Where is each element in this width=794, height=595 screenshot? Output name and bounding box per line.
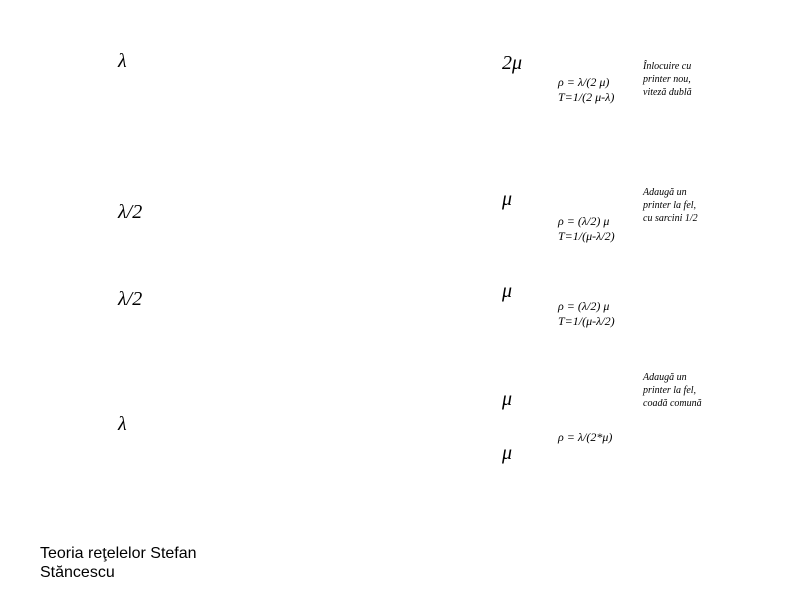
footer-author-line-1: Teoria reţelelor Stefan [40,545,197,562]
service-rate-2: μ [502,188,513,210]
scenario-note-4-line-1: Adaugă un [643,372,687,383]
scenario-note-1-line-3: viteză dublă [643,87,692,98]
scenario-note-4-line-2: printer la fel, [643,385,697,396]
scenario-note-1-line-1: Înlocuire cu [643,61,692,72]
service-rate-4-server-1: μ [502,388,513,410]
scenario-note-1-line-2: printer nou, [643,74,691,85]
utilization-formula-2: ρ = (λ/2) μ [558,214,610,228]
scenario-note-2-line-3: cu sarcini 1/2 [643,213,698,224]
arrival-rate-1: λ [118,50,127,72]
footer-author-line-2: Stăncescu [40,564,115,581]
delay-formula-3: T=1/(μ-λ/2) [558,314,615,328]
scenario-note-4-line-3: coadă comună [643,398,702,409]
scenario-note-2-line-1: Adaugă un [643,187,687,198]
arrival-rate-4: λ [118,413,127,435]
utilization-formula-3: ρ = (λ/2) μ [558,299,610,313]
arrival-rate-3: λ/2 [118,288,143,310]
scenario-note-2-line-2: printer la fel, [643,200,697,211]
utilization-formula-4: ρ = λ/(2*μ) [558,430,613,444]
arrival-rate-2: λ/2 [118,201,143,223]
service-rate-4-server-2: μ [502,442,513,464]
service-rate-3: μ [502,280,513,302]
service-rate-1: 2μ [502,52,523,74]
utilization-formula-1: ρ = λ/(2 μ) [558,75,610,89]
delay-formula-1: T=1/(2 μ-λ) [558,90,615,104]
delay-formula-2: T=1/(μ-λ/2) [558,229,615,243]
